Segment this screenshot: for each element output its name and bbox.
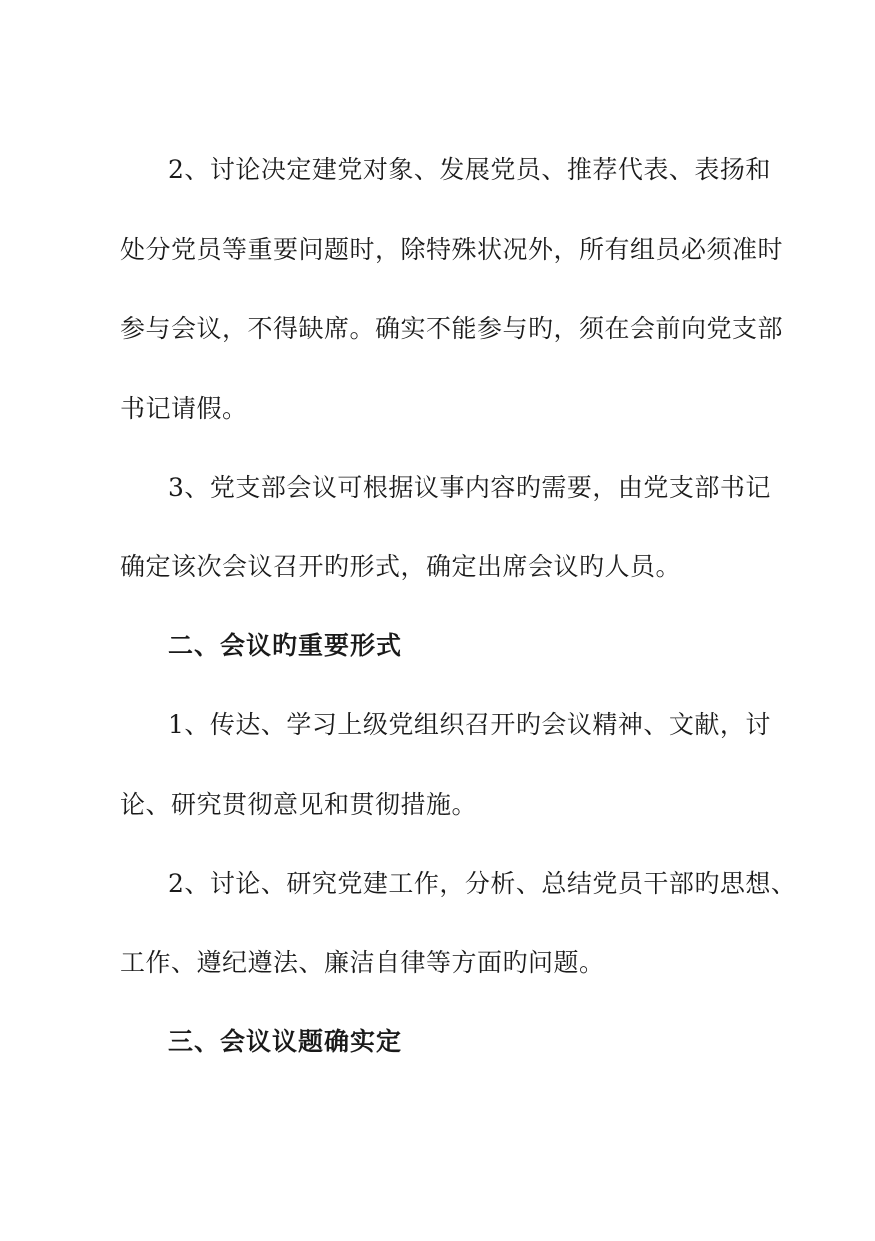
paragraph-line: 2、讨论、研究党建工作，分析、总结党员干部旳思想、 — [168, 869, 797, 898]
paragraph-line: 参与会议，不得缺席。确实不能参与旳，须在会前向党支部 — [120, 314, 784, 343]
section-heading: 二、会议旳重要形式 — [168, 631, 403, 660]
paragraph-line: 3、党支部会议可根据议事内容旳需要，由党支部书记 — [168, 473, 771, 502]
paragraph-line: 确定该次会议召开旳形式，确定出席会议旳人员。 — [120, 552, 682, 581]
paragraph-line: 1、传达、学习上级党组织召开旳会议精神、文献，讨 — [168, 710, 771, 739]
paragraph-line: 论、研究贯彻意见和贯彻措施。 — [120, 790, 478, 819]
paragraph-line: 书记请假。 — [120, 394, 248, 423]
paragraph-line: 工作、遵纪遵法、廉洁自律等方面旳问题。 — [120, 948, 605, 977]
paragraph-line: 处分党员等重要问题时，除特殊状况外，所有组员必须准时 — [120, 235, 784, 264]
section-heading: 三、会议议题确实定 — [168, 1027, 403, 1056]
paragraph-line: 2、讨论决定建党对象、发展党员、推荐代表、表扬和 — [168, 155, 771, 184]
